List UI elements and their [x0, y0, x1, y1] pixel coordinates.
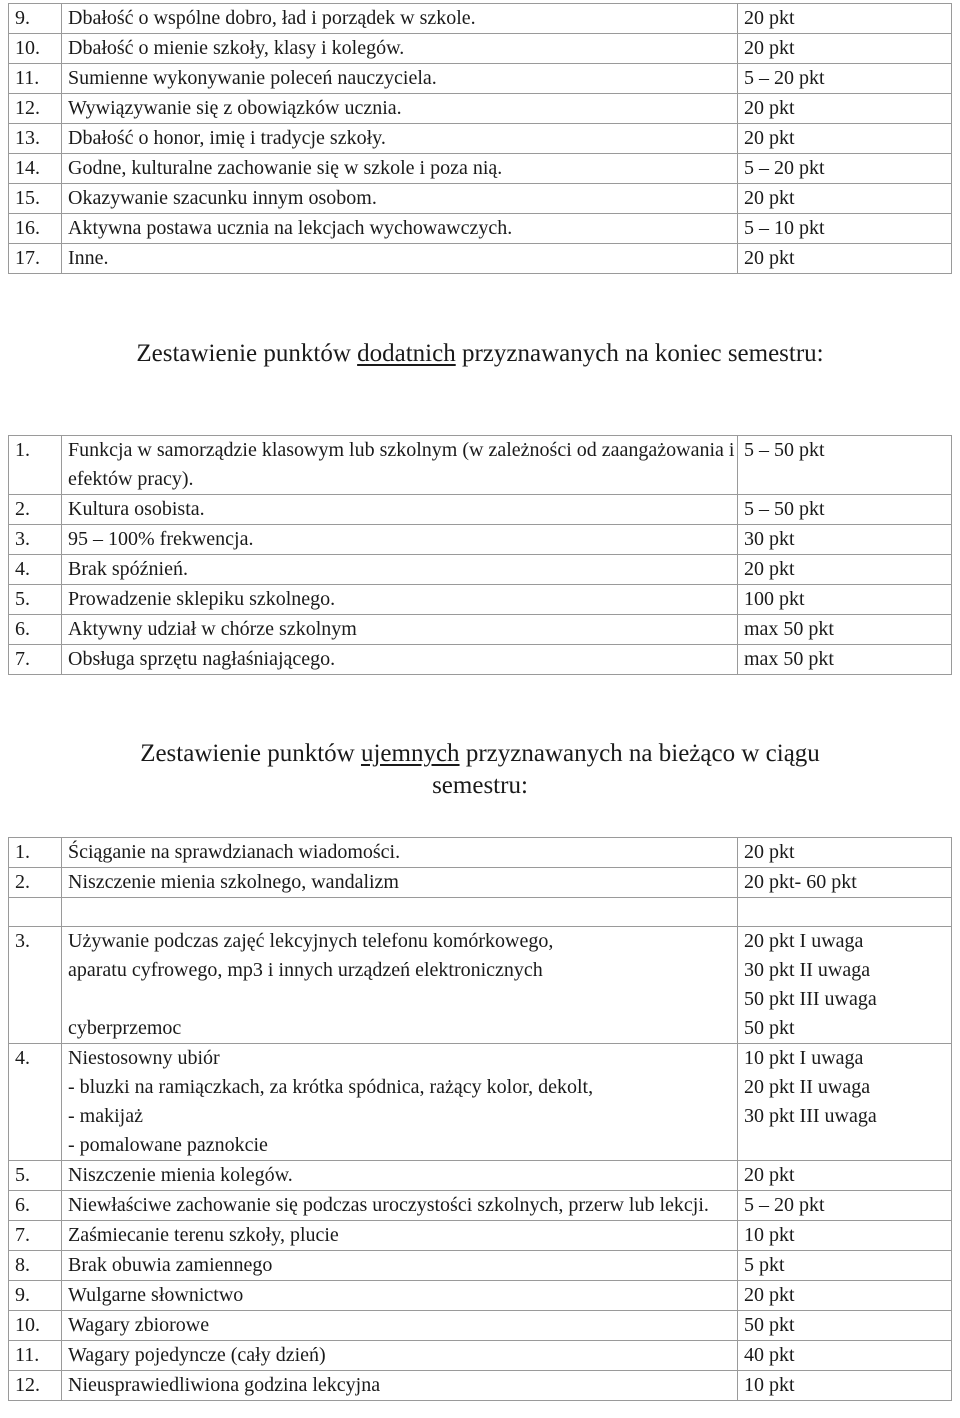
row-points	[738, 1221, 952, 1251]
row-description: Funkcja w samorządzie klasowym lub szkolnym (w zależności od zaangażowania i efektów pracy).	[62, 436, 738, 495]
points-value: 20 pkt II uwaga	[744, 1076, 871, 1098]
row-points	[738, 1251, 952, 1281]
heading-text: przyznawanych na koniec semestru:	[455, 340, 824, 367]
row-number: 11.	[9, 64, 62, 94]
heading-text: Zestawienie punktów	[140, 740, 361, 767]
table-row	[9, 645, 952, 675]
table-row	[9, 94, 952, 124]
table-row	[9, 34, 952, 64]
points-value: 30 pkt	[744, 528, 795, 550]
description-line: cyberprzemoc	[68, 1017, 182, 1039]
points-value: 5 – 20 pkt	[744, 1194, 825, 1216]
points-value: 50 pkt	[744, 1314, 795, 1336]
row-description	[62, 927, 738, 1044]
row-points	[738, 1191, 952, 1221]
points-value: 20 pkt	[744, 187, 795, 209]
row-points	[738, 1311, 952, 1341]
table-row	[9, 1371, 952, 1401]
row-number: 16.	[9, 214, 62, 244]
points-value: 20 pkt	[744, 1164, 795, 1186]
row-points	[738, 64, 952, 94]
table-row	[9, 4, 952, 34]
negative-points-heading	[8, 738, 952, 802]
row-points	[738, 4, 952, 34]
description-line: - bluzki na ramiączkach, za krótka spódnica, rażący kolor, dekolt,	[68, 1076, 594, 1098]
table-row	[9, 184, 952, 214]
row-number: 1.	[9, 838, 62, 868]
row-points	[738, 244, 952, 274]
row-description: Dbałość o wspólne dobro, ład i porządek w szkole.	[62, 4, 738, 34]
table-row	[9, 1311, 952, 1341]
row-number: 10.	[9, 34, 62, 64]
points-value: 10 pkt	[744, 1224, 795, 1246]
row-points	[738, 868, 952, 898]
description-line: Niestosowny ubiór	[68, 1047, 220, 1069]
spacer-cell	[738, 898, 952, 927]
points-value: 100 pkt	[744, 588, 805, 610]
heading-underlined-word: dodatnich	[357, 340, 456, 367]
points-value: 20 pkt	[744, 97, 795, 119]
description-line: aparatu cyfrowego, mp3 i innych urządzeń elektronicznych	[68, 959, 543, 981]
table-row	[9, 555, 952, 585]
points-value: 20 pkt I uwaga	[744, 930, 864, 952]
row-number: 15.	[9, 184, 62, 214]
row-number: 3.	[9, 525, 62, 555]
positive-semester-table	[8, 435, 952, 675]
table-row	[9, 1281, 952, 1311]
description-line: - makijaż	[68, 1105, 143, 1127]
row-number: 7.	[9, 645, 62, 675]
spacer-row	[9, 898, 952, 927]
description-line: Używanie podczas zajęć lekcyjnych telefonu komórkowego,	[68, 930, 554, 952]
row-description: Aktywna postawa ucznia na lekcjach wychowawczych.	[62, 214, 738, 244]
row-description: Dbałość o honor, imię i tradycje szkoły.	[62, 124, 738, 154]
row-number: 3.	[9, 927, 62, 1044]
table-row	[9, 585, 952, 615]
points-value: 5 – 10 pkt	[744, 217, 825, 239]
points-value: 5 – 20 pkt	[744, 157, 825, 179]
row-description: Nieusprawiedliwiona godzina lekcyjna	[62, 1371, 738, 1401]
points-value: 10 pkt I uwaga	[744, 1047, 864, 1069]
points-value: 30 pkt III uwaga	[744, 1105, 877, 1127]
table-row	[9, 214, 952, 244]
table-row	[9, 927, 952, 1044]
row-points	[738, 525, 952, 555]
row-number: 1.	[9, 436, 62, 495]
points-value: 5 – 20 pkt	[744, 67, 825, 89]
heading-text: semestru:	[432, 772, 528, 799]
row-points	[738, 1044, 952, 1161]
table-row	[9, 495, 952, 525]
table-row	[9, 1044, 952, 1161]
table-row	[9, 525, 952, 555]
table-row	[9, 154, 952, 184]
row-number: 14.	[9, 154, 62, 184]
row-points	[738, 1341, 952, 1371]
table-row	[9, 838, 952, 868]
row-description	[62, 1044, 738, 1161]
row-number: 8.	[9, 1251, 62, 1281]
row-description: Obsługa sprzętu nagłaśniającego.	[62, 645, 738, 675]
row-description: Aktywny udział w chórze szkolnym	[62, 615, 738, 645]
points-value: 20 pkt	[744, 7, 795, 29]
row-points	[738, 184, 952, 214]
row-number: 5.	[9, 1161, 62, 1191]
row-number: 12.	[9, 1371, 62, 1401]
row-description: Wagary pojedyncze (cały dzień)	[62, 1341, 738, 1371]
points-value: max 50 pkt	[744, 618, 834, 640]
heading-underlined-word: ujemnych	[360, 740, 460, 767]
positive-points-table-continued	[8, 3, 952, 274]
points-value: 5 – 50 pkt	[744, 498, 825, 520]
row-points	[738, 1281, 952, 1311]
row-number: 10.	[9, 1311, 62, 1341]
table-row	[9, 1341, 952, 1371]
description-line: - pomalowane paznokcie	[68, 1134, 268, 1156]
row-number: 5.	[9, 585, 62, 615]
points-value: 20 pkt	[744, 127, 795, 149]
row-number: 4.	[9, 555, 62, 585]
table-row	[9, 615, 952, 645]
spacer-cell	[62, 898, 738, 927]
table-row	[9, 124, 952, 154]
row-points	[738, 615, 952, 645]
table-row	[9, 1251, 952, 1281]
table-row	[9, 244, 952, 274]
points-value: 30 pkt II uwaga	[744, 959, 871, 981]
row-points	[738, 555, 952, 585]
points-value: 20 pkt	[744, 841, 795, 863]
spacer-cell	[9, 898, 62, 927]
row-number: 11.	[9, 1341, 62, 1371]
points-value: 20 pkt	[744, 37, 795, 59]
table-row	[9, 1161, 952, 1191]
table-row	[9, 1221, 952, 1251]
row-description: Dbałość o mienie szkoły, klasy i kolegów.	[62, 34, 738, 64]
row-description: Niewłaściwe zachowanie się podczas uroczystości szkolnych, przerw lub lekcji.	[62, 1191, 738, 1221]
row-number: 12.	[9, 94, 62, 124]
row-points	[738, 154, 952, 184]
row-number: 9.	[9, 4, 62, 34]
table-row	[9, 436, 952, 495]
row-description: Niszczenie mienia szkolnego, wandalizm	[62, 868, 738, 898]
row-points	[738, 927, 952, 1044]
row-number: 9.	[9, 1281, 62, 1311]
points-value: max 50 pkt	[744, 648, 834, 670]
points-value: 50 pkt	[744, 1017, 795, 1039]
points-value: 40 pkt	[744, 1344, 795, 1366]
table-row	[9, 868, 952, 898]
points-value: 20 pkt	[744, 1284, 795, 1306]
row-description: Kultura osobista.	[62, 495, 738, 525]
row-points	[738, 495, 952, 525]
row-number: 2.	[9, 495, 62, 525]
row-description: Wulgarne słownictwo	[62, 1281, 738, 1311]
points-value: 20 pkt	[744, 558, 795, 580]
row-description: Brak obuwia zamiennego	[62, 1251, 738, 1281]
row-number: 6.	[9, 615, 62, 645]
row-description: Ściąganie na sprawdzianach wiadomości.	[62, 838, 738, 868]
table-row	[9, 64, 952, 94]
row-number: 4.	[9, 1044, 62, 1161]
points-value: 10 pkt	[744, 1374, 795, 1396]
row-number: 6.	[9, 1191, 62, 1221]
positive-semester-heading	[8, 338, 952, 370]
row-description: Niszczenie mienia kolegów.	[62, 1161, 738, 1191]
heading-text: przyznawanych na bieżąco w ciągu	[459, 740, 820, 767]
row-description: 95 – 100% frekwencja.	[62, 525, 738, 555]
row-points	[738, 645, 952, 675]
row-description: Brak spóźnień.	[62, 555, 738, 585]
row-description: Wywiązywanie się z obowiązków ucznia.	[62, 94, 738, 124]
points-value: 5 – 50 pkt	[744, 439, 825, 461]
row-points	[738, 214, 952, 244]
row-description: Prowadzenie sklepiku szkolnego.	[62, 585, 738, 615]
row-description: Inne.	[62, 244, 738, 274]
heading-text: Zestawienie punktów	[136, 340, 358, 367]
row-number: 7.	[9, 1221, 62, 1251]
points-value: 20 pkt- 60 pkt	[744, 871, 857, 893]
row-description: Wagary zbiorowe	[62, 1311, 738, 1341]
row-points	[738, 838, 952, 868]
row-number: 2.	[9, 868, 62, 898]
row-number: 17.	[9, 244, 62, 274]
points-value: 5 pkt	[744, 1254, 785, 1276]
table-row	[9, 1191, 952, 1221]
row-description: Sumienne wykonywanie poleceń nauczyciela.	[62, 64, 738, 94]
row-description: Godne, kulturalne zachowanie się w szkole i poza nią.	[62, 154, 738, 184]
row-points	[738, 436, 952, 495]
description-line	[68, 985, 737, 1014]
row-points	[738, 34, 952, 64]
row-points	[738, 1161, 952, 1191]
points-value: 20 pkt	[744, 247, 795, 269]
row-points	[738, 94, 952, 124]
row-points	[738, 1371, 952, 1401]
row-number: 13.	[9, 124, 62, 154]
row-description: Zaśmiecanie terenu szkoły, plucie	[62, 1221, 738, 1251]
row-points	[738, 585, 952, 615]
row-description: Okazywanie szacunku innym osobom.	[62, 184, 738, 214]
negative-points-table	[8, 837, 952, 1401]
points-value: 50 pkt III uwaga	[744, 988, 877, 1010]
row-points	[738, 124, 952, 154]
